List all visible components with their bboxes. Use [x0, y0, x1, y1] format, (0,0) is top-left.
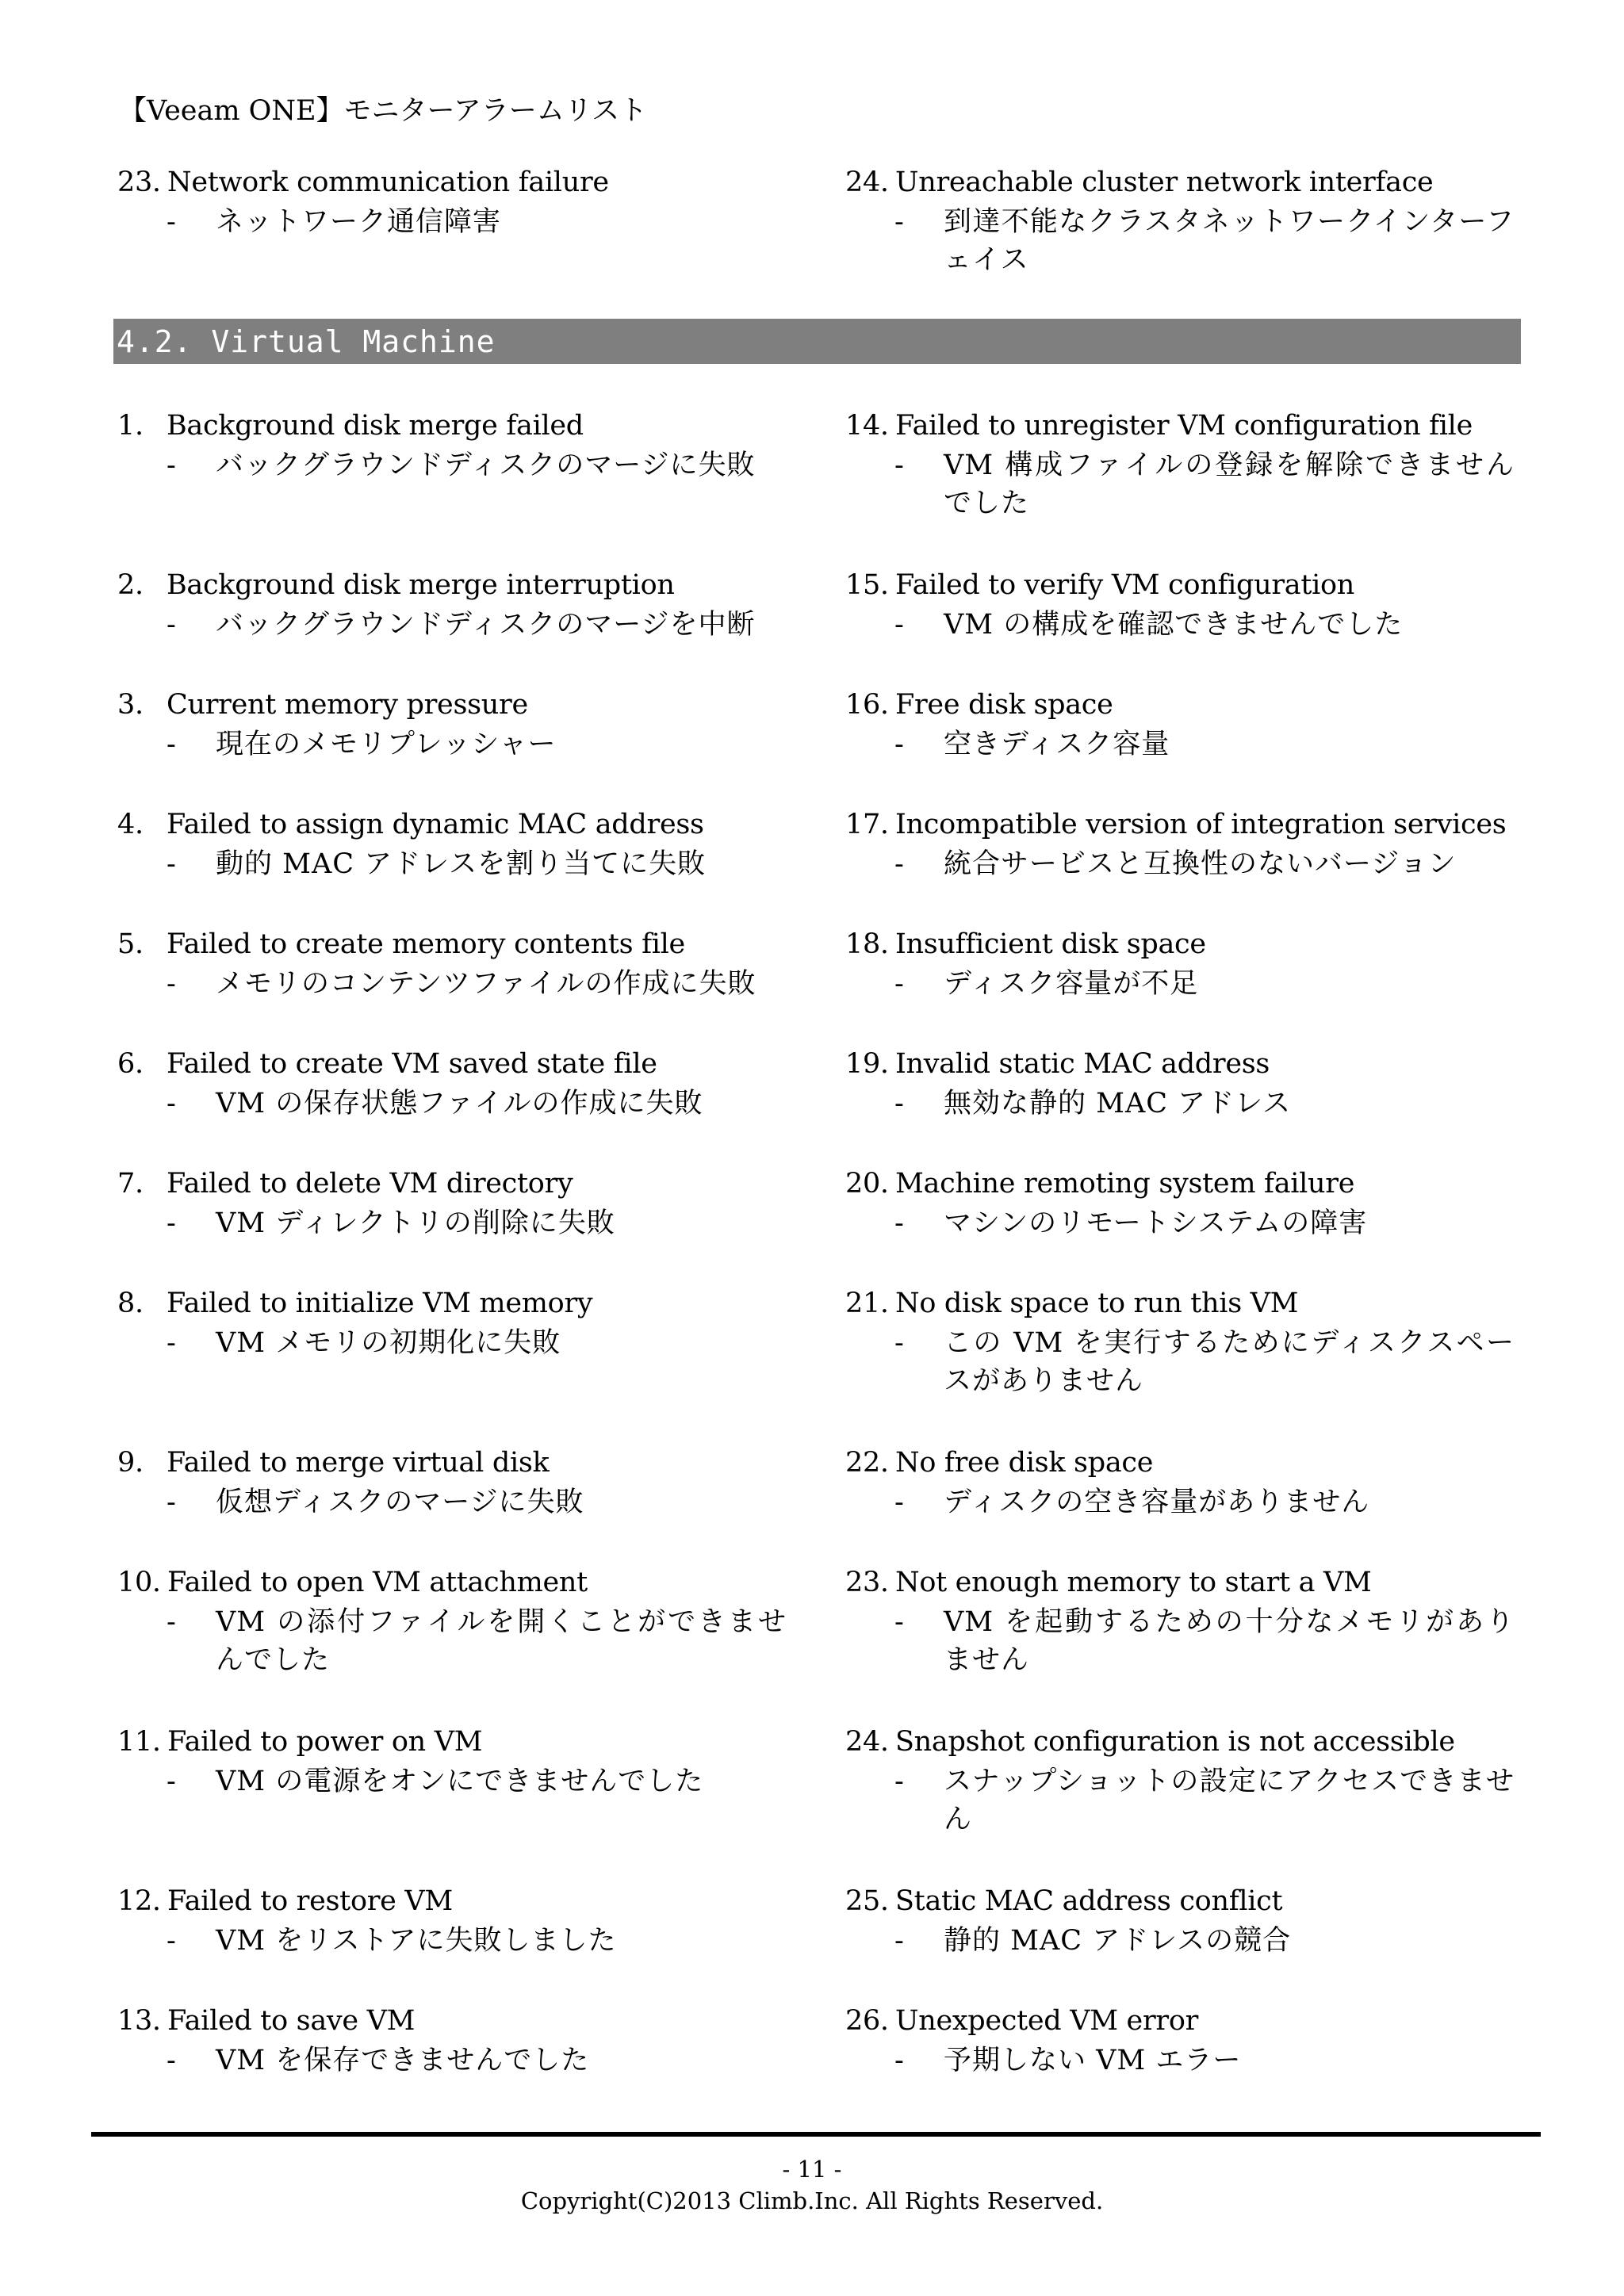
item-title: Invalid static MAC address: [895, 1048, 1270, 1080]
bullet-dash: -: [894, 1088, 904, 1119]
list-item: [845, 2003, 1535, 2080]
list-item: [117, 1047, 807, 1123]
copyright-notice: Copyright(C)2013 Climb.Inc. All Rights Reserved.: [520, 2187, 1104, 2214]
item-title: Network communication failure: [167, 166, 609, 198]
list-item: [845, 1286, 1535, 1400]
item-title: Failed to restore VM: [167, 1885, 453, 1917]
item-title: Insufficient disk space: [895, 928, 1206, 960]
item-title: No disk space to run this VM: [895, 1288, 1299, 1319]
item-number: 1.: [117, 410, 144, 442]
item-description: VM ディレクトリの削除に失敗: [216, 1207, 615, 1239]
item-description: ディスク容量が不足: [944, 968, 1199, 1000]
item-title: Snapshot configuration is not accessible: [895, 1726, 1455, 1758]
item-number: 4.: [117, 809, 144, 840]
item-title: Unexpected VM error: [895, 2005, 1199, 2037]
bullet-dash: -: [167, 1207, 176, 1239]
item-title: Not enough memory to start a VM: [895, 1567, 1372, 1598]
bullet-dash: -: [167, 968, 176, 1000]
list-item: [845, 568, 1535, 644]
list-item: [845, 1884, 1535, 1960]
bullet-dash: -: [894, 450, 904, 481]
item-title: Failed to verify VM configuration: [895, 569, 1355, 601]
bullet-dash: -: [167, 206, 176, 238]
bullet-dash: -: [894, 729, 904, 760]
page-number: - 11 -: [782, 2156, 842, 2183]
item-number: 20.: [845, 1168, 889, 1200]
item-description: 現在のメモリプレッシャー: [216, 729, 557, 760]
list-item: [117, 1445, 807, 1521]
list-item: [845, 1047, 1535, 1123]
bullet-dash: -: [167, 1925, 176, 1957]
item-number: 26.: [845, 2005, 889, 2037]
bullet-dash: -: [167, 450, 176, 481]
list-item: [117, 2003, 807, 2080]
bullet-dash: -: [167, 1487, 176, 1518]
item-title: Failed to create VM saved state file: [167, 1048, 657, 1080]
item-number: 22.: [845, 1447, 889, 1479]
list-item: [845, 1166, 1535, 1242]
item-title: Background disk merge interruption: [167, 569, 675, 601]
bullet-dash: -: [894, 1606, 904, 1638]
bullet-dash: -: [167, 2045, 176, 2076]
bullet-dash: -: [894, 1487, 904, 1518]
item-number: 13.: [117, 2005, 161, 2037]
item-description: VM を保存できませんでした: [216, 2045, 590, 2076]
bullet-dash: -: [894, 848, 904, 880]
item-title: Machine remoting system failure: [895, 1168, 1355, 1200]
item-number: 23.: [117, 166, 161, 198]
list-item: [117, 927, 807, 1003]
item-description: VM メモリの初期化に失敗: [216, 1327, 561, 1359]
item-description: VM の添付ファイルを開くことができませんでした: [216, 1606, 787, 1676]
list-item: [117, 1724, 807, 1800]
item-number: 6.: [117, 1048, 144, 1080]
item-title: Failed to open VM attachment: [167, 1567, 588, 1598]
item-title: Failed to power on VM: [167, 1726, 483, 1758]
item-description: マシンのリモートシステムの障害: [944, 1207, 1368, 1239]
item-description: 無効な静的 MAC アドレス: [944, 1088, 1292, 1119]
list-item: [117, 1884, 807, 1960]
bullet-dash: -: [894, 968, 904, 1000]
list-item: [117, 1166, 807, 1242]
list-item: [845, 1724, 1535, 1839]
item-number: 7.: [117, 1168, 144, 1200]
item-number: 18.: [845, 928, 889, 960]
item-description: VM の電源をオンにできませんでした: [216, 1766, 704, 1797]
bullet-dash: -: [167, 609, 176, 641]
item-number: 24.: [845, 166, 889, 198]
item-description: バックグラウンドディスクのマージに失敗: [216, 450, 756, 481]
item-number: 3.: [117, 689, 144, 721]
item-number: 24.: [845, 1726, 889, 1758]
list-item: [117, 408, 807, 484]
list-item: [845, 1565, 1535, 1679]
list-item: [117, 568, 807, 644]
item-number: 11.: [117, 1726, 161, 1758]
list-item: [845, 927, 1535, 1003]
item-description: VM をリストアに失敗しました: [216, 1925, 617, 1957]
item-title: Failed to merge virtual disk: [167, 1447, 550, 1479]
bullet-dash: -: [167, 1088, 176, 1119]
item-number: 25.: [845, 1885, 889, 1917]
item-title: Background disk merge failed: [167, 410, 584, 442]
item-description: メモリのコンテンツファイルの作成に失敗: [216, 968, 756, 1000]
list-item: [845, 408, 1535, 522]
item-description: 仮想ディスクのマージに失敗: [216, 1487, 584, 1518]
list-item: [117, 165, 807, 241]
list-item: [117, 807, 807, 883]
item-description: この VM を実行するためにディスクスペースがありません: [944, 1327, 1515, 1397]
item-number: 19.: [845, 1048, 889, 1080]
item-number: 23.: [845, 1567, 889, 1598]
item-title: Failed to assign dynamic MAC address: [167, 809, 704, 840]
bullet-dash: -: [167, 729, 176, 760]
bullet-dash: -: [894, 206, 904, 238]
bullet-dash: -: [894, 609, 904, 641]
bullet-dash: -: [167, 1606, 176, 1638]
item-description: 予期しない VM エラー: [944, 2045, 1242, 2076]
item-title: Failed to save VM: [167, 2005, 416, 2037]
list-item: [117, 687, 807, 763]
list-item: [845, 687, 1535, 763]
item-number: 10.: [117, 1567, 161, 1598]
bullet-dash: -: [167, 1766, 176, 1797]
item-description: 空きディスク容量: [944, 729, 1170, 760]
item-title: Failed to unregister VM configuration file: [895, 410, 1473, 442]
list-item: [117, 1565, 807, 1679]
item-title: Free disk space: [895, 689, 1113, 721]
item-title: Unreachable cluster network interface: [895, 166, 1434, 198]
item-title: Incompatible version of integration services: [895, 809, 1507, 840]
item-number: 5.: [117, 928, 144, 960]
item-description: 静的 MAC アドレスの競合: [944, 1925, 1292, 1957]
section-header-bar: [113, 319, 1521, 364]
item-description: 統合サービスと互換性のないバージョン: [944, 848, 1457, 880]
item-number: 12.: [117, 1885, 161, 1917]
item-title: Current memory pressure: [167, 689, 528, 721]
item-title: Static MAC address conflict: [895, 1885, 1283, 1917]
item-number: 17.: [845, 809, 889, 840]
item-number: 2.: [117, 569, 144, 601]
item-description: VM を起動するための十分なメモリがありません: [944, 1606, 1515, 1676]
item-description: 到達不能なクラスタネットワークインターフェイス: [944, 206, 1515, 276]
item-description: ディスクの空き容量がありません: [944, 1487, 1370, 1518]
footer-divider: [91, 2132, 1541, 2137]
bullet-dash: -: [167, 1327, 176, 1359]
item-description: VM 構成ファイルの登録を解除できませんでした: [944, 450, 1515, 519]
section-title: 4.2. Virtual Machine: [117, 324, 496, 359]
item-title: No free disk space: [895, 1447, 1154, 1479]
list-item: [845, 807, 1535, 883]
item-description: 動的 MAC アドレスを割り当てに失敗: [216, 848, 707, 880]
bullet-dash: -: [894, 1207, 904, 1239]
item-title: Failed to create memory contents file: [167, 928, 685, 960]
item-title: Failed to initialize VM memory: [167, 1288, 593, 1319]
item-description: スナップショットの設定にアクセスできません: [944, 1766, 1515, 1835]
bullet-dash: -: [894, 2045, 904, 2076]
item-description: VM の構成を確認できませんでした: [944, 609, 1404, 641]
list-item: [845, 165, 1535, 279]
document-title: 【Veeam ONE】モニターアラームリスト: [119, 95, 648, 127]
bullet-dash: -: [894, 1925, 904, 1957]
item-number: 14.: [845, 410, 889, 442]
list-item: [117, 1286, 807, 1362]
item-number: 8.: [117, 1288, 144, 1319]
item-number: 16.: [845, 689, 889, 721]
item-description: VM の保存状態ファイルの作成に失敗: [216, 1088, 703, 1119]
bullet-dash: -: [167, 848, 176, 880]
item-title: Failed to delete VM directory: [167, 1168, 573, 1200]
list-item: [845, 1445, 1535, 1521]
bullet-dash: -: [894, 1766, 904, 1797]
item-number: 21.: [845, 1288, 889, 1319]
item-number: 15.: [845, 569, 889, 601]
item-number: 9.: [117, 1447, 144, 1479]
bullet-dash: -: [894, 1327, 904, 1359]
item-description: ネットワーク通信障害: [216, 206, 502, 238]
item-description: バックグラウンドディスクのマージを中断: [216, 609, 756, 641]
